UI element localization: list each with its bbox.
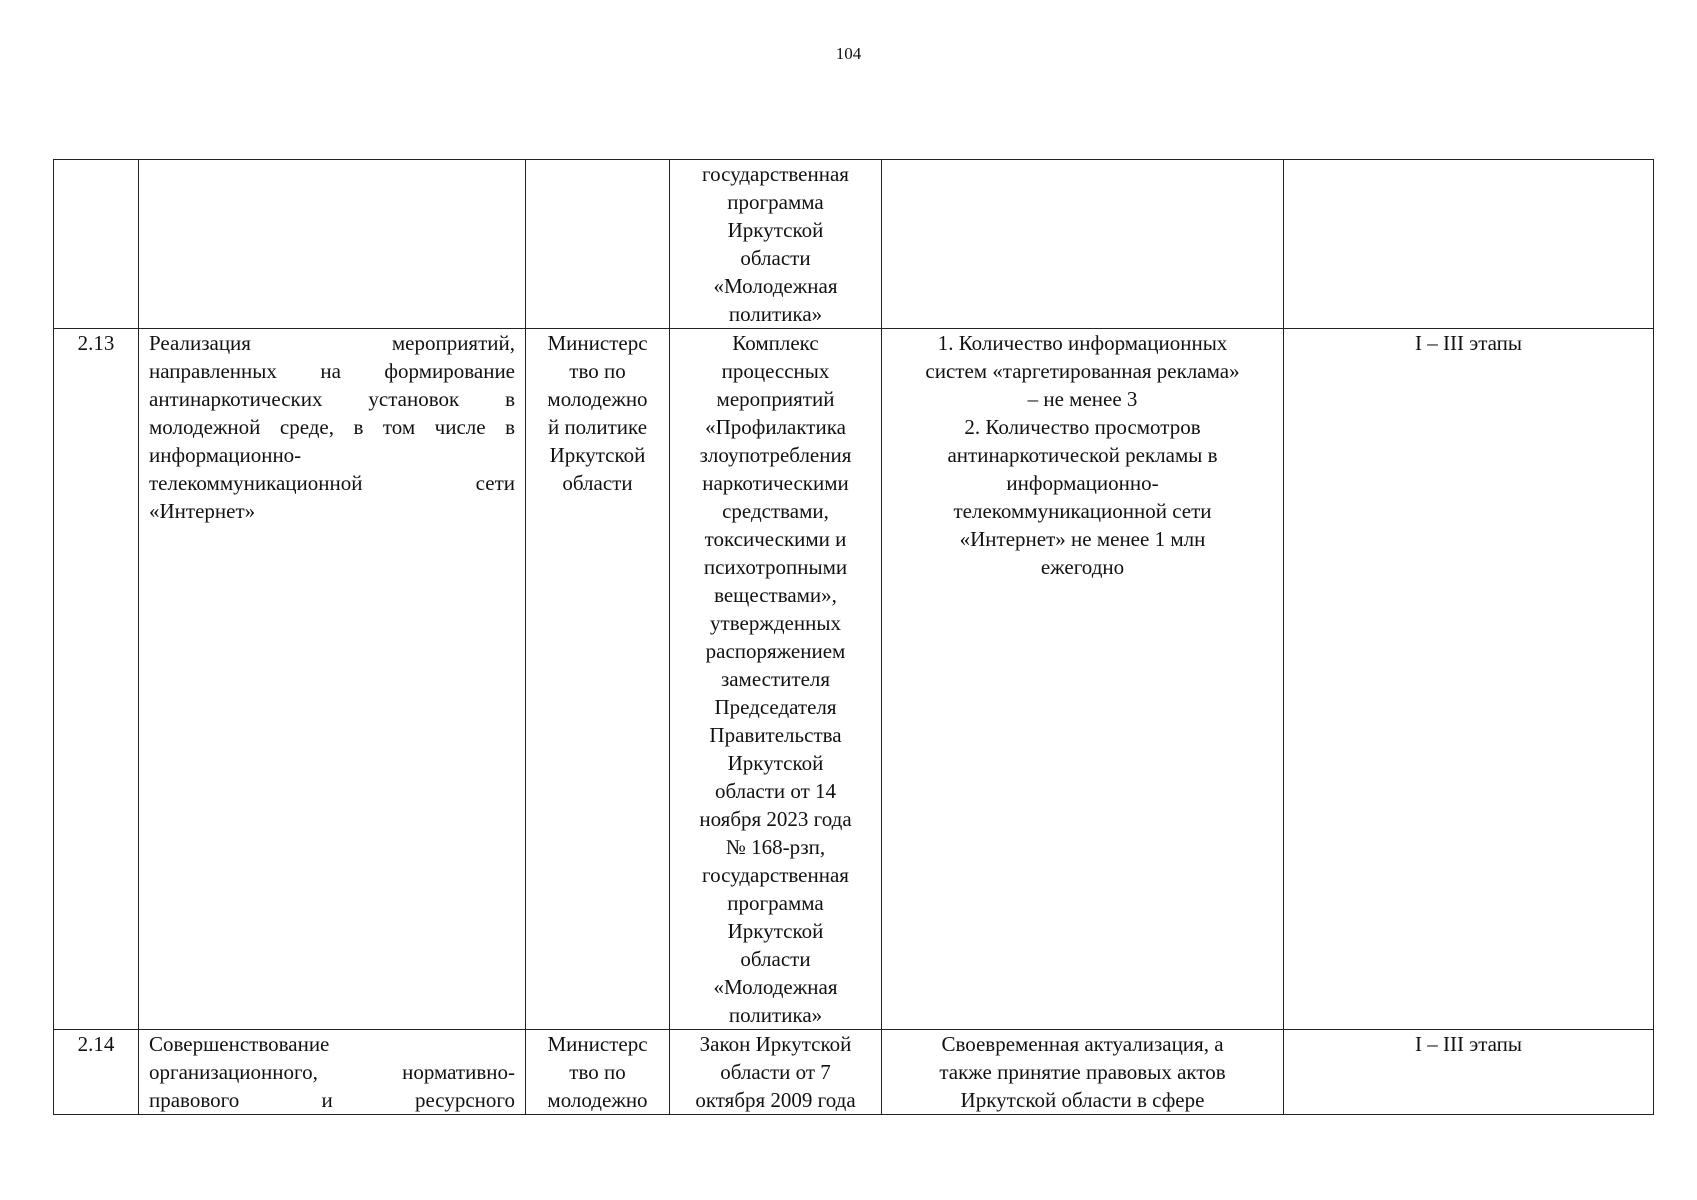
- responsible-cell: Министерс тво по молодежно: [526, 1030, 670, 1115]
- table-row-continuation: [54, 160, 1654, 329]
- measure-title-line: «Интернет»: [149, 499, 256, 523]
- measure-title-cell: [139, 160, 526, 329]
- responsible-cell: [526, 160, 670, 329]
- row-number-cell: 2.13: [54, 329, 139, 1030]
- basis-cell: государственная программа Иркутской области «Молодежная политика»: [670, 160, 882, 329]
- basis-cell: Комплекс процессных мероприятий «Профилактика злоупотребления наркотическими средствами, токсическими и психотропными веществами», утвержденных распоряжением заместителя Председателя Правительства Иркутской области от 14 ноября 2023 года № 168-рзп, государственная программа Иркутской области «Молодежная политика»: [670, 329, 882, 1030]
- table-row-2-13: [54, 329, 1654, 1030]
- page-number: 104: [835, 44, 862, 63]
- row-number-cell: [54, 160, 139, 329]
- result-cell: [882, 160, 1284, 329]
- measure-title-line: правового и ресурсного: [149, 1088, 515, 1112]
- measure-title-line: Реализация мероприятий,: [149, 331, 515, 355]
- measure-title-line: Совершенствование: [149, 1032, 330, 1056]
- measure-title-cell: [139, 1030, 526, 1115]
- measures-table: [53, 159, 1654, 1115]
- result-cell: 1. Количество информационных систем «таргетированная реклама» – не менее 3 2. Количество просмотров антинаркотической рекламы в информационно- телекоммуникационной сети «Интернет» не менее 1 млн ежегодно: [882, 329, 1284, 1030]
- measure-title-line: антинаркотических установок в: [149, 387, 515, 411]
- result-cell: Своевременная актуализация, а также принятие правовых актов Иркутской области в сфере: [882, 1030, 1284, 1115]
- period-cell: I – III этапы: [1284, 1030, 1654, 1115]
- row-number-cell: 2.14: [54, 1030, 139, 1115]
- measure-title-line: направленных на формирование: [149, 359, 515, 383]
- measure-title-line: телекоммуникационной сети: [149, 471, 515, 495]
- basis-cell: Закон Иркутской области от 7 октября 2009 года: [670, 1030, 882, 1115]
- responsible-cell: Министерс тво по молодежно й политике Иркутской области: [526, 329, 670, 1030]
- measure-title-line: организационного, нормативно-: [149, 1060, 515, 1084]
- measure-title-cell: [139, 329, 526, 1030]
- table-row-2-14: [54, 1030, 1654, 1115]
- measure-title-line: молодежной среде, в том числе в: [149, 415, 515, 439]
- measure-title-line: информационно-: [149, 443, 302, 467]
- period-cell: [1284, 160, 1654, 329]
- period-cell: I – III этапы: [1284, 329, 1654, 1030]
